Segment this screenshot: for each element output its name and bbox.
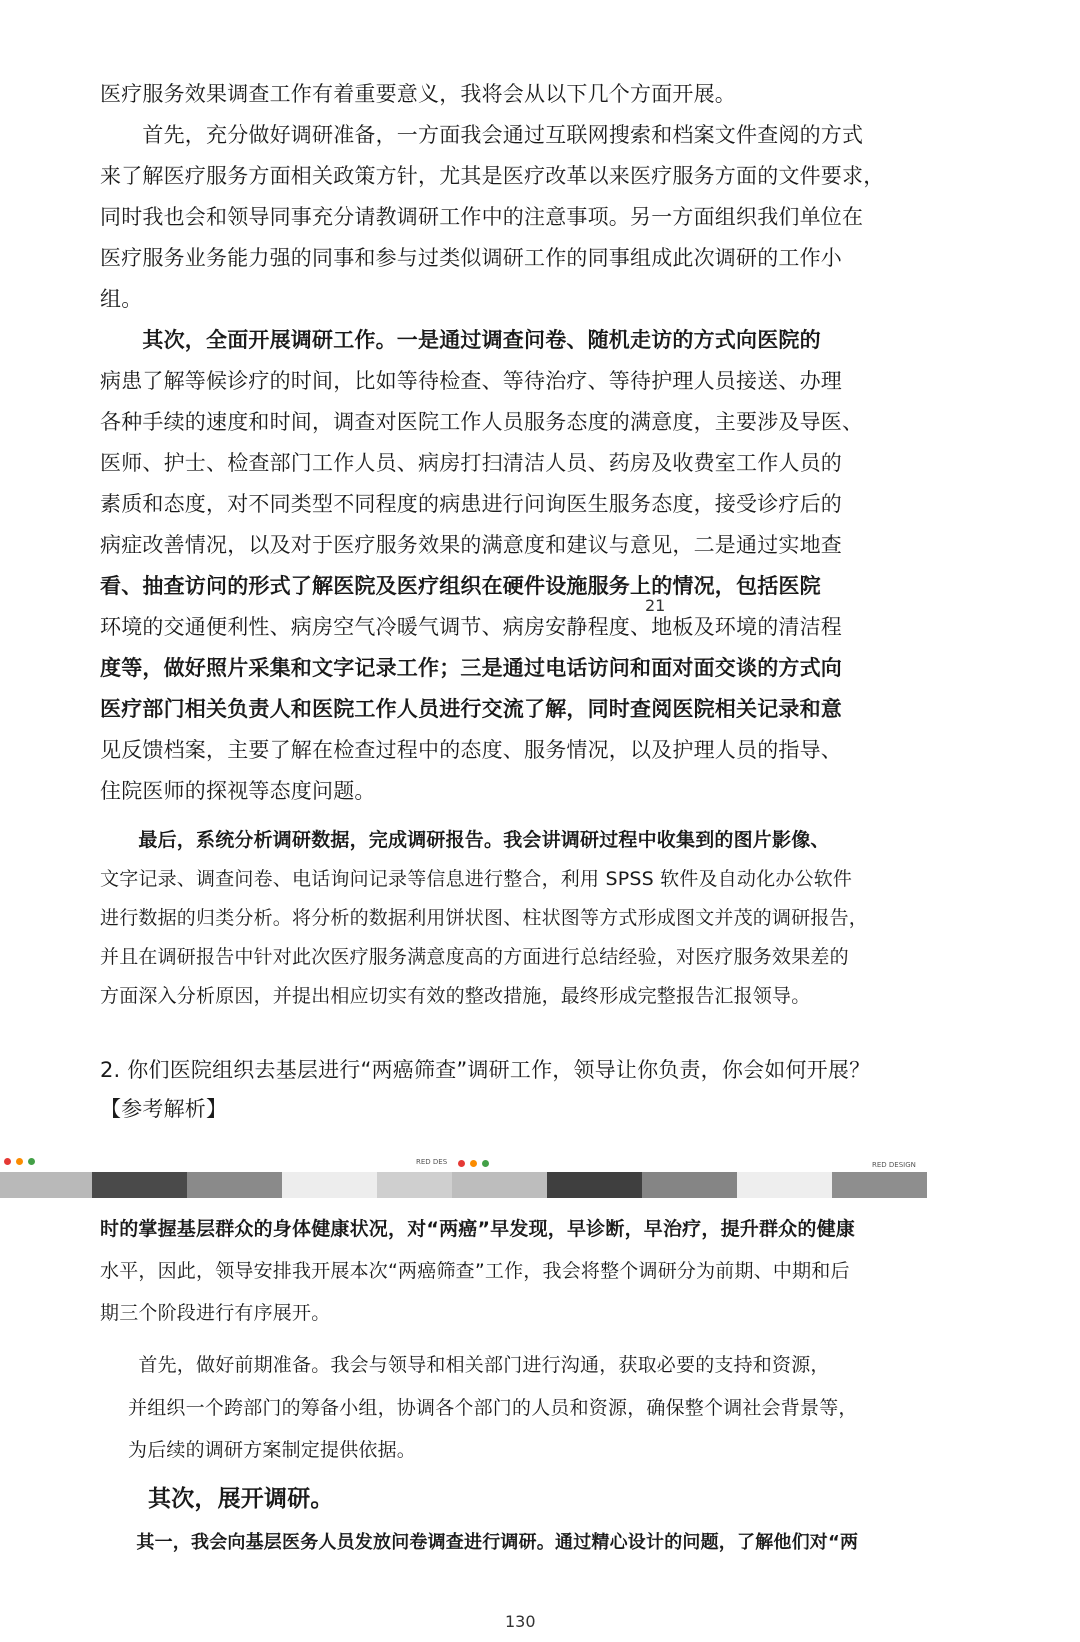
text-line: 各种手续的速度和时间，调查对医院工作人员服务态度的满意度，主要涉及导医、	[100, 410, 864, 434]
text-line: 医疗服务业务能力强的同事和参与过类似调研工作的同事组成此次调研的工作小	[100, 246, 842, 270]
text-line: 方面深入分析原因，并提出相应切实有效的整改措施，最终形成完整报告汇报领导。	[100, 985, 811, 1007]
text-line: 文字记录、调查问卷、电话询问记录等信息进行整合，利用 SPSS 软件及自动化办公软件	[100, 868, 853, 890]
orange-dot-icon	[16, 1158, 23, 1165]
text-line: 素质和态度，对不同类型不同程度的病患进行问询医生服务态度，接受诊疗后的	[100, 492, 842, 516]
section-heading: 其次，展开调研。	[148, 1486, 334, 1512]
text-line: 时的掌握基层群众的身体健康状况，对“两癌”早发现，早诊断，早治疗，提升群众的健康	[100, 1218, 855, 1240]
text-line: 病症改善情况，以及对于医疗服务效果的满意度和建议与意见，二是通过实地查	[100, 533, 842, 557]
text-line: 同时我也会和领导同事充分请教调研工作中的注意事项。另一方面组织我们单位在	[100, 205, 864, 229]
banner-label: RED DESIGN	[872, 1161, 916, 1169]
text-line: 医疗部门相关负责人和医院工作人员进行交流了解，同时查阅医院相关记录和意	[100, 697, 842, 721]
text-line: 并组织一个跨部门的筹备小组，协调各个部门的人员和资源，确保整个调社会背景等，	[128, 1397, 858, 1419]
text-line: 医师、护士、检查部门工作人员、病房打扫清洁人员、药房及收费室工作人员的	[100, 451, 842, 475]
text-line: 病患了解等候诊疗的时间，比如等待检查、等待治疗、等待护理人员接送、办理	[100, 369, 842, 393]
page-number: 130	[505, 1612, 536, 1631]
green-dot-icon	[28, 1158, 35, 1165]
text-line: 水平，因此，领导安排我开展本次“两癌筛查”工作，我会将整个调研分为前期、中期和后	[100, 1260, 850, 1282]
red-dot-icon	[4, 1158, 11, 1165]
red-dot-icon	[458, 1160, 465, 1167]
text-line: 并且在调研报告中针对此次医疗服务满意度高的方面进行总结经验，对医疗服务效果差的	[100, 946, 849, 968]
text-line: 看、抽查访问的形式了解医院及医疗组织在硬件设施服务上的情况，包括医院	[100, 574, 821, 598]
text-line: 医疗服务效果调查工作有着重要意义，我将会从以下几个方面开展。	[100, 82, 736, 106]
orange-dot-icon	[470, 1160, 477, 1167]
text-line: 最后，系统分析调研数据，完成调研报告。我会讲调研过程中收集到的图片影像、	[100, 829, 830, 851]
analysis-label: 【参考解析】	[100, 1097, 228, 1121]
question-text: 2. 你们医院组织去基层进行“两癌筛查”调研工作，领导让你负责，你会如何开展？	[100, 1058, 871, 1082]
text-line: 为后续的调研方案制定提供依据。	[128, 1439, 417, 1461]
text-line: 首先，充分做好调研准备，一方面我会通过互联网搜索和档案文件查阅的方式	[100, 123, 864, 147]
text-line: 住院医师的探视等态度问题。	[100, 779, 376, 803]
green-dot-icon	[482, 1160, 489, 1167]
decorative-banner	[0, 1172, 940, 1198]
overlay-page-number: 21	[645, 596, 666, 615]
text-line: 进行数据的归类分析。将分析的数据利用饼状图、柱状图等方式形成图文并茂的调研报告，	[100, 907, 869, 929]
text-line: 环境的交通便利性、病房空气冷暖气调节、病房安静程度、地板及环境的清洁程	[100, 615, 842, 639]
text-line: 见反馈档案，主要了解在检查过程中的态度、服务情况，以及护理人员的指导、	[100, 738, 842, 762]
text-line: 其次，全面开展调研工作。一是通过调查问卷、随机走访的方式向医院的	[100, 328, 821, 352]
text-line: 首先，做好前期准备。我会与领导和相关部门进行沟通，获取必要的支持和资源，	[100, 1354, 830, 1376]
banner-label: RED DES	[416, 1158, 448, 1166]
text-line: 组。	[100, 287, 143, 311]
text-line: 度等，做好照片采集和文字记录工作；三是通过电话访问和面对面交谈的方式向	[100, 656, 842, 680]
text-line: 其一，我会向基层医务人员发放问卷调查进行调研。通过精心设计的问题，了解他们对“两	[100, 1532, 859, 1553]
text-line: 期三个阶段进行有序展开。	[100, 1302, 331, 1324]
text-line: 来了解医疗服务方面相关政策方针，尤其是医疗改革以来医疗服务方面的文件要求，	[100, 164, 885, 188]
